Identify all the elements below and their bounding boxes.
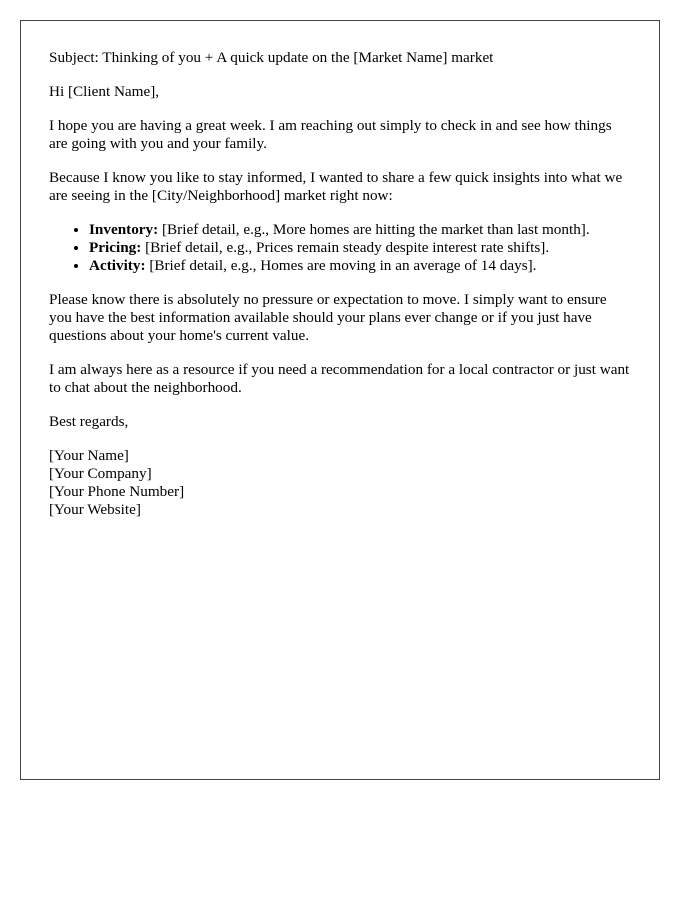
insight-detail: [Brief detail, e.g., Homes are moving in an average of 14 days].: [145, 257, 537, 274]
insight-label: Pricing:: [89, 239, 142, 256]
insight-label: Inventory:: [89, 221, 159, 238]
letter-document: [20, 20, 660, 780]
closing-line: Best regards,: [49, 413, 129, 430]
email-subject: Subject: Thinking of you + A quick update on the [Market Name] market: [49, 49, 494, 66]
list-item-inventory: [89, 221, 631, 239]
signature-name: [Your Name]: [49, 447, 129, 464]
signature-block: [49, 447, 631, 519]
insight-detail: [Brief detail, e.g., Prices remain steady despite interest rate shifts].: [141, 239, 550, 256]
email-greeting: Hi [Client Name],: [49, 83, 160, 100]
resource-paragraph: I am always here as a resource if you need a recommendation for a local contractor or just want to chat about the neighborhood.: [49, 361, 630, 396]
market-insights-list: [49, 221, 631, 275]
intro-paragraph: I hope you are having a great week. I am reaching out simply to check in and see how things are going with you and your family.: [49, 117, 612, 152]
insight-detail: [Brief detail, e.g., More homes are hitting the market than last month].: [158, 221, 590, 238]
signature-company: [Your Company]: [49, 465, 152, 482]
no-pressure-paragraph: Please know there is absolutely no pressure or expectation to move. I simply want to ensure you have the best information available should your plans ever change or if you just have questions about your home's current value.: [49, 291, 607, 344]
list-item-activity: [89, 257, 631, 275]
list-item-pricing: [89, 239, 631, 257]
signature-website: [Your Website]: [49, 501, 141, 518]
insights-intro-paragraph: Because I know you like to stay informed, I wanted to share a few quick insights into what we are seeing in the [City/Neighborhood] market right now:: [49, 169, 623, 204]
insight-label: Activity:: [89, 257, 146, 274]
signature-phone: [Your Phone Number]: [49, 483, 185, 500]
